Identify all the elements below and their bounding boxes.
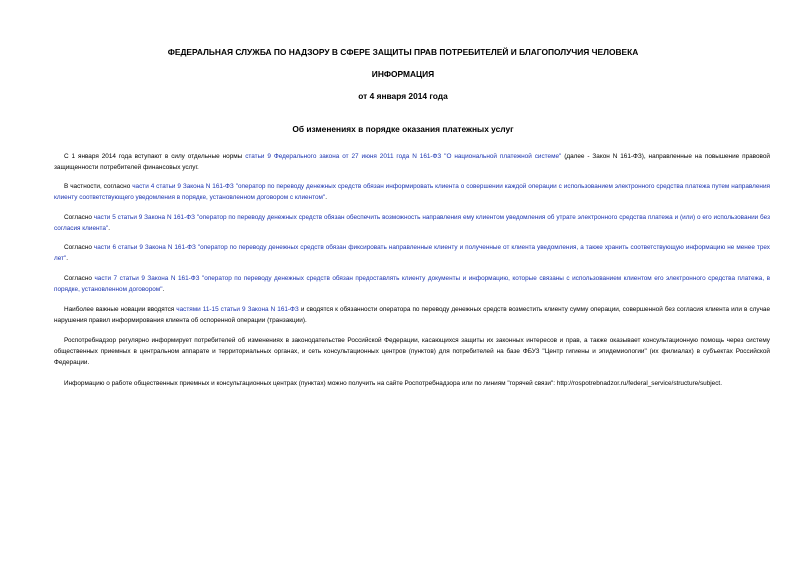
paragraph-8 (54, 378, 770, 389)
law-link[interactable]: части 7 статьи 9 Закона N 161-ФЗ "оператор по переводу денежных средств обязан предоставлять клиенту документы и информацию, которые связаны с использованием клиентом его электронного средства платежа, в порядке, установленном договором" (54, 275, 770, 293)
paragraph-text: . (66, 255, 69, 262)
paragraph-text: Согласно (64, 244, 94, 251)
law-link[interactable]: части 5 статьи 9 Закона N 161-ФЗ "оператор по переводу денежных средств обязан обеспечить возможность направления ему клиентом уведомления об утрате электронного средства платежа и (или) о его использовании без согласия клиента" (54, 214, 770, 232)
paragraph-text: и сводятся к обязанности оператора по переводу денежных средств возместить клиенту сумму операции, совершенной без согласия клиента или в случае нарушения правил информирования клиента об оспоренной операции (транзакции). (54, 306, 771, 324)
paragraph-text: (далее - Закон N 161-ФЗ), направленные на повышение правовой защищенности потребителей финансовых услуг. (54, 153, 771, 171)
agency-heading: ФЕДЕРАЛЬНАЯ СЛУЖБА ПО НАДЗОРУ В СФЕРЕ ЗАЩИТЫ ПРАВ ПОТРЕБИТЕЛЕЙ И БЛАГОПОЛУЧИЯ ЧЕЛОВЕКА (167, 47, 639, 57)
doc-type-heading: ИНФОРМАЦИЯ (371, 69, 435, 79)
paragraph-text: С 1 января 2014 года вступают в силу отдельные нормы (64, 153, 246, 160)
paragraph-6 (54, 304, 770, 326)
doc-date: от 4 января 2014 года (358, 91, 448, 101)
paragraph-2 (54, 181, 770, 203)
paragraph-text: В частности, согласно (64, 183, 133, 190)
law-link[interactable]: статьи 9 Федерального закона от 27 июня 2011 года N 161-ФЗ "О национальной платежной системе" (245, 153, 562, 160)
paragraph-text: . (162, 286, 165, 293)
paragraph-4 (54, 242, 770, 264)
law-link[interactable]: части 4 статьи 9 Закона N 161-ФЗ "оператор по переводу денежных средств обязан информировать клиента о совершении каждой операции с использованием электронного средства платежа путем направления клиенту соответствующего уведомления в порядке, установленном договором с клиентом" (54, 183, 770, 201)
doc-title: Об изменениях в порядке оказания платежных услуг (292, 124, 514, 134)
paragraph-7 (54, 335, 770, 368)
paragraph-text: Согласно (64, 275, 95, 282)
law-link[interactable]: части 6 статьи 9 Закона N 161-ФЗ "оператор по переводу денежных средств обязан фиксировать направленные клиенту и полученные от клиента уведомления, а также хранить соответствующую информацию не менее трех лет" (54, 244, 771, 262)
paragraph-text: Роспотребнадзор регулярно информирует потребителей об изменениях в законодательстве Российской Федерации, касающихся защиты их законных интересов и прав, а также оказывает консультационную помощь через систему общественных приемных в центральном аппарате и территориальных органах, и сеть консультационных центров (пунктов) для потребителей на базе ФБУЗ "Центр гигиены и эпидемиологии" (их филиалах) в субъектах Российской Федерации. (54, 337, 770, 366)
paragraph-5 (54, 273, 770, 295)
law-link[interactable]: частями 11-15 статьи 9 Закона N 161-ФЗ (176, 306, 299, 313)
paragraph-text: Согласно (64, 214, 94, 221)
paragraph-text: . (108, 225, 111, 232)
paragraph-text: Информацию о работе общественных приемных и консультационных центрах (пунктах) можно получить на сайте Роспотребнадзора или по линиям "горячей связи": http://rospotrebnadzor.ru/federal_service/structure/subject. (64, 380, 722, 387)
paragraph-3 (54, 212, 770, 234)
paragraph-text: Наиболее важные новации вводятся (64, 306, 177, 313)
paragraph-1 (54, 151, 770, 173)
paragraph-text: . (325, 194, 327, 201)
